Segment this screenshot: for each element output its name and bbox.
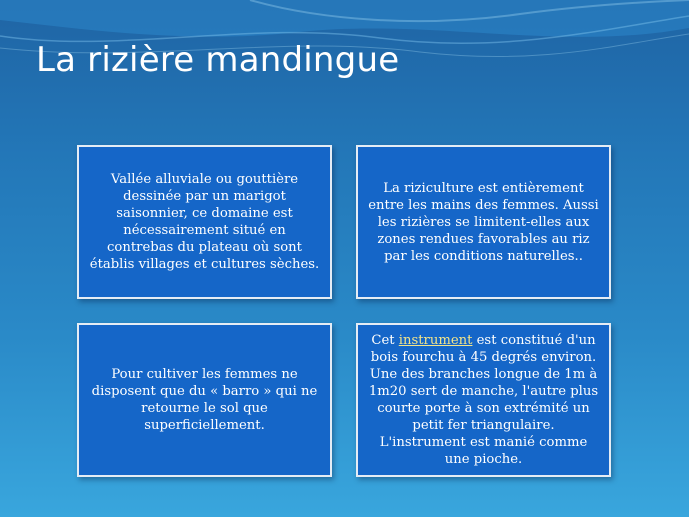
text-box-valley-text: Vallée alluviale ou gouttière dessinée par un marigot saisonnier, ce domaine est nécessairement situé en contrebas du plateau où sont établis villages et cultures sèches. bbox=[89, 172, 320, 272]
text-box-rice-farming bbox=[356, 145, 611, 299]
instrument-suffix: est constitué d'un bois fourchu à 45 degrés environ. Une des branches longue de 1m à 1m20 sert de manche, l'autre plus courte porte à son extrémité un petit fer triangulaire. L'instrument est manié comme une pioche. bbox=[368, 333, 599, 467]
text-box-valley bbox=[77, 145, 332, 299]
text-box-rice-farming-text: La riziculture est entièrement entre les mains des femmes. Aussi les rizières se limitent-elles aux zones rendues favorables au riz par les conditions naturelles.. bbox=[368, 180, 599, 264]
text-box-barro bbox=[77, 323, 332, 477]
instrument-link[interactable]: instrument bbox=[398, 333, 473, 348]
text-box-barro-text: Pour cultiver les femmes ne disposent que du « barro » qui ne retourne le sol que superficiellement. bbox=[91, 367, 318, 433]
text-box-instrument-text bbox=[368, 332, 599, 468]
slide-title: La rizière mandingue bbox=[36, 40, 400, 80]
text-box-instrument bbox=[356, 323, 611, 477]
instrument-prefix: Cet bbox=[371, 333, 399, 348]
